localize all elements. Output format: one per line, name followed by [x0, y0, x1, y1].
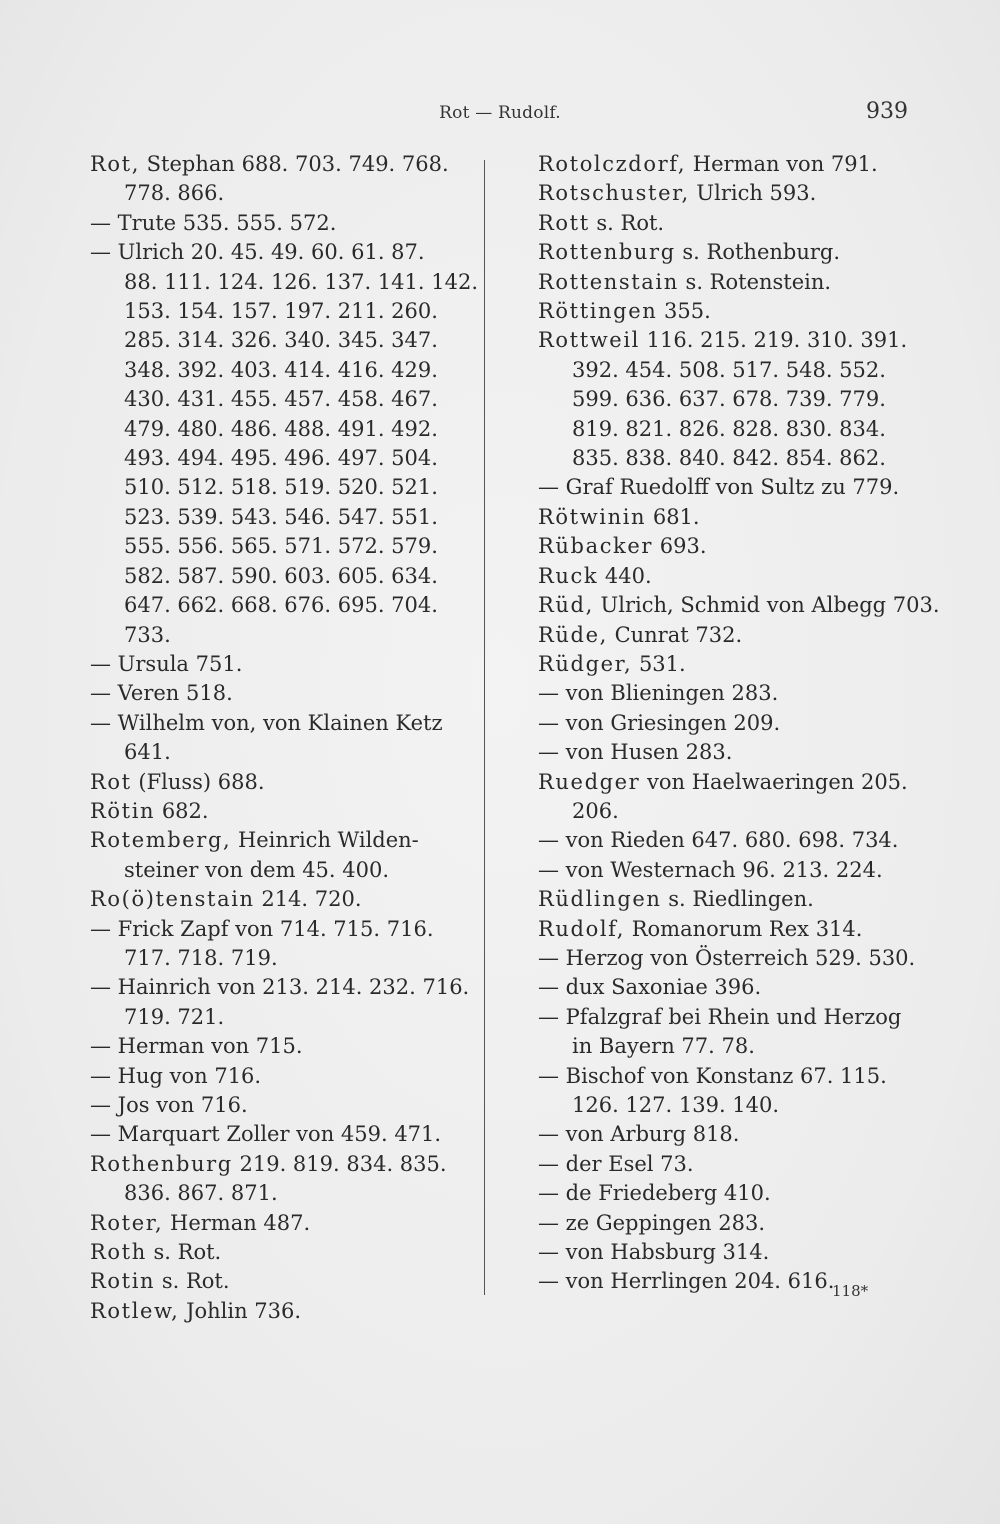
sub-entry: — von Husen 283. — [538, 740, 733, 765]
entry-headword: Roth — [90, 1240, 147, 1265]
sub-entry: — Bischof von Konstanz 67. 115. — [538, 1063, 887, 1088]
entry-text: Cunrat 732. — [607, 622, 743, 647]
index-entry — [538, 562, 923, 591]
sub-entry: — von Herrlingen 204. 616. — [538, 1269, 835, 1294]
index-entry — [90, 1238, 475, 1267]
sub-entry: — Hug von 716. — [90, 1063, 262, 1088]
index-entry — [538, 326, 923, 355]
index-entry — [90, 1297, 475, 1326]
sub-entry: — Veren 518. — [90, 681, 233, 706]
entry-continuation: steiner von dem 45. 400. — [124, 857, 390, 882]
entry-continuation: 285. 314. 326. 340. 345. 347. — [124, 328, 438, 353]
entry-text: 219. 819. 834. 835. — [232, 1151, 447, 1176]
entry-headword: Rott — [538, 210, 590, 235]
sub-entry: — Wilhelm von, von Klainen Ketz — [90, 710, 443, 735]
entry-headword: Rudolf, — [538, 916, 626, 941]
index-entry — [538, 238, 923, 267]
entry-continuation: 126. 127. 139. 140. — [572, 1093, 780, 1117]
entry-continuation: 733. — [124, 622, 171, 647]
index-entry — [90, 885, 475, 914]
index-entry — [90, 768, 475, 797]
index-entry — [538, 209, 923, 238]
entry-text: von Haelwaeringen 205. — [640, 769, 908, 794]
entry-headword: Rottweil — [538, 328, 640, 353]
index-entry — [538, 650, 923, 679]
sub-entry: — von Griesingen 209. — [538, 710, 781, 735]
entry-text: Romanorum Rex 314. — [625, 916, 863, 941]
entry-text: Ulrich, Schmid von Albegg 703. — [593, 593, 940, 618]
entry-continuation: 392. 454. 508. 517. 548. 552. — [572, 357, 886, 382]
entry-continuation: 479. 480. 486. 488. 491. 492. — [124, 416, 438, 441]
index-entry — [90, 1267, 475, 1296]
entry-headword: Rottenstain — [538, 269, 679, 294]
index-entry — [538, 150, 923, 179]
sub-entry: — von Habsburg 314. — [538, 1240, 770, 1265]
entry-continuation: 510. 512. 518. 519. 520. 521. — [124, 475, 438, 500]
entry-text: 531. — [632, 651, 686, 676]
entry-text: s. Rotenstein. — [678, 269, 832, 294]
entry-continuation: 88. 111. 124. 126. 137. 141. 142. — [124, 269, 478, 294]
sub-entry: — der Esel 73. — [538, 1151, 694, 1176]
entry-text: 682. — [155, 798, 209, 823]
entry-continuation: 778. 866. — [124, 181, 225, 206]
entry-continuation: 599. 636. 637. 678. 739. 779. — [572, 387, 886, 412]
entry-headword: Ruck — [538, 563, 599, 588]
entry-headword: Ro(ö)tenstain — [90, 887, 255, 912]
entry-headword: Rotolczdorf, — [538, 152, 687, 176]
entry-headword: Rotlew, — [90, 1298, 180, 1323]
entry-text: Ulrich 593. — [689, 181, 817, 206]
running-head: Rot — Rudolf. — [439, 103, 561, 123]
index-entry — [538, 532, 923, 561]
entry-headword: Rot, — [90, 152, 140, 176]
entry-text: 693. — [653, 534, 707, 559]
sub-entry: — Frick Zapf von 714. 715. 716. — [90, 916, 434, 941]
sub-entry: — Graf Ruedolff von Sultz zu 779. — [538, 475, 900, 500]
sub-entry: — dux Saxoniae 396. — [538, 975, 762, 1000]
entry-text: Herman von 791. — [686, 152, 878, 176]
entry-text: s. Rothenburg. — [675, 240, 841, 265]
sub-entry: — Jos von 716. — [90, 1093, 248, 1117]
entry-text: s. Riedlingen. — [661, 887, 814, 912]
entry-text: Herman 487. — [163, 1210, 311, 1235]
entry-headword: Rotschuster, — [538, 181, 690, 206]
index-entry — [538, 179, 923, 208]
entry-continuation: 523. 539. 543. 546. 547. 551. — [124, 504, 438, 529]
index-entry — [538, 268, 923, 297]
sub-entry: — Ursula 751. — [90, 651, 243, 676]
entry-headword: Rotin — [90, 1269, 156, 1294]
sub-entry: — Herman von 715. — [90, 1034, 303, 1059]
index-entry — [90, 1209, 475, 1238]
index-entry — [538, 503, 923, 532]
entry-text: s. Rot. — [146, 1240, 222, 1265]
entry-text: (Fluss) 688. — [131, 769, 265, 794]
sub-entry: — Herzog von Österreich 529. 530. — [538, 945, 916, 970]
entry-headword: Rüd, — [538, 593, 594, 618]
entry-continuation: 719. 721. — [124, 1004, 225, 1029]
entry-continuation: 153. 154. 157. 197. 211. 260. — [124, 299, 438, 324]
index-entry — [90, 826, 475, 855]
index-entry — [538, 591, 940, 620]
entry-headword: Rüdlingen — [538, 887, 662, 912]
entry-headword: Rötin — [90, 798, 156, 823]
sub-entry: — von Arburg 818. — [538, 1122, 740, 1147]
entry-continuation: 206. — [572, 798, 619, 823]
index-entry — [538, 621, 923, 650]
index-column-right — [538, 150, 940, 1297]
entry-headword: Rothenburg — [90, 1151, 233, 1176]
entry-text: s. Rot. — [155, 1269, 230, 1294]
entry-text: 116. 215. 219. 310. 391. — [639, 328, 908, 353]
entry-text: Stephan 688. 703. 749. 768. — [139, 152, 449, 176]
index-entry — [90, 797, 475, 826]
entry-continuation: 647. 662. 668. 676. 695. 704. — [124, 593, 438, 618]
entry-continuation: 835. 838. 840. 842. 854. 862. — [572, 446, 886, 471]
sub-entry: — Pfalzgraf bei Rhein und Herzog — [538, 1004, 902, 1029]
entry-headword: Rüdger, — [538, 651, 633, 676]
entry-continuation: in Bayern 77. 78. — [572, 1034, 755, 1059]
column-divider — [484, 160, 485, 1295]
index-entry — [90, 150, 475, 179]
entry-text: 440. — [598, 563, 652, 588]
entry-headword: Rübacker — [538, 534, 654, 559]
entry-continuation: 717. 718. 719. — [124, 945, 278, 970]
index-entry — [538, 885, 923, 914]
index-entry — [90, 1150, 475, 1179]
entry-text: 681. — [646, 504, 700, 529]
sub-entry: — von Rieden 647. 680. 698. 734. — [538, 828, 899, 853]
sub-entry: — von Westernach 96. 213. 224. — [538, 857, 883, 882]
entry-headword: Rüde, — [538, 622, 608, 647]
entry-headword: Rötwinin — [538, 504, 647, 529]
index-entry — [538, 297, 923, 326]
sub-entry: — de Friedeberg 410. — [538, 1181, 771, 1206]
entry-text: 214. 720. — [254, 887, 362, 912]
entry-headword: Rot — [90, 769, 132, 794]
page-number: 939 — [866, 99, 908, 124]
sub-entry: — ze Geppingen 283. — [538, 1210, 766, 1235]
sub-entry: — Ulrich 20. 45. 49. 60. 61. 87. — [90, 240, 425, 265]
sub-entry: — von Blieningen 283. — [538, 681, 779, 706]
entry-continuation: 493. 494. 495. 496. 497. 504. — [124, 446, 438, 471]
entry-text: 355. — [657, 299, 711, 324]
entry-headword: Roter, — [90, 1210, 164, 1235]
entry-continuation: 836. 867. 871. — [124, 1181, 278, 1206]
index-entry — [538, 915, 923, 944]
index-entry — [538, 768, 923, 797]
sub-entry: — Trute 535. 555. 572. — [90, 210, 337, 235]
entry-text: Heinrich Wilden- — [231, 828, 419, 853]
entry-continuation: 641. — [124, 740, 171, 765]
signature-mark: 118* — [832, 1282, 869, 1300]
entry-text: s. Rot. — [589, 210, 665, 235]
entry-headword: Rottenburg — [538, 240, 676, 265]
sub-entry: — Hainrich von 213. 214. 232. 716. — [90, 975, 470, 1000]
index-column-left — [90, 150, 478, 1326]
entry-text: Johlin 736. — [179, 1298, 302, 1323]
entry-continuation: 555. 556. 565. 571. 572. 579. — [124, 534, 438, 559]
entry-headword: Ruedger — [538, 769, 641, 794]
entry-continuation: 819. 821. 826. 828. 830. 834. — [572, 416, 886, 441]
entry-continuation: 582. 587. 590. 603. 605. 634. — [124, 563, 438, 588]
entry-headword: Röttingen — [538, 299, 658, 324]
entry-continuation: 348. 392. 403. 414. 416. 429. — [124, 357, 438, 382]
entry-continuation: 430. 431. 455. 457. 458. 467. — [124, 387, 438, 412]
sub-entry: — Marquart Zoller von 459. 471. — [90, 1122, 442, 1147]
entry-headword: Rotemberg, — [90, 828, 232, 853]
